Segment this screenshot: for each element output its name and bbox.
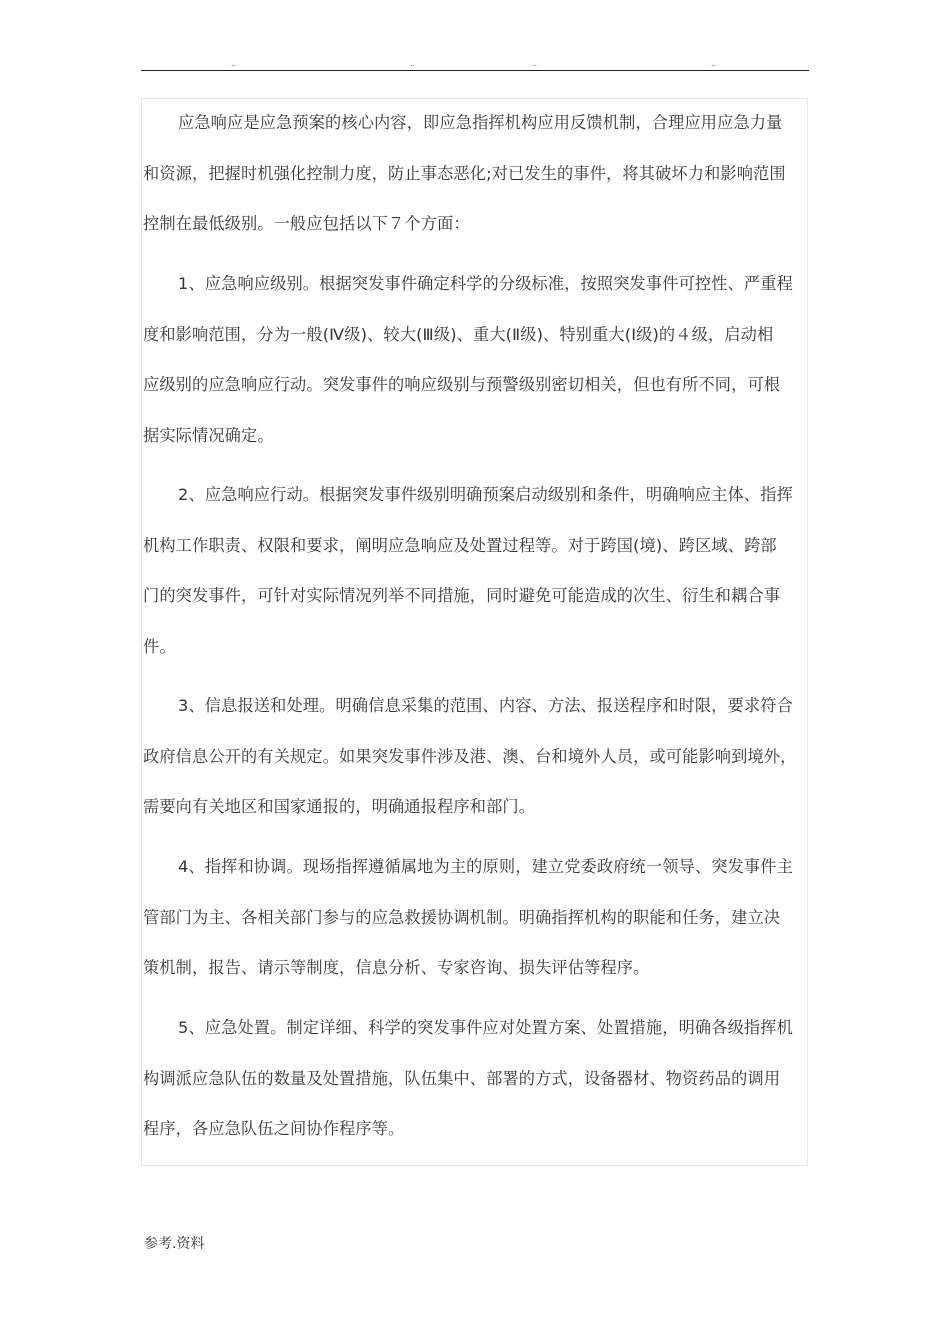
paragraph-line: 度和影响范围，分为一般(Ⅳ级)、较大(Ⅲ级)、重大(Ⅱ级)、特别重大(Ⅰ级)的４级，启动相 <box>143 324 774 344</box>
paragraph-line: 2、应急响应行动。根据突发事件级别明确预案启动级别和条件，明确响应主体、指挥 <box>178 485 793 504</box>
header-mark-4: .. <box>711 59 717 68</box>
section-3-paragraph <box>143 681 823 833</box>
paragraph-line: 策机制，报告、请示等制度，信息分析、专家咨询、损失评估等程序。 <box>143 958 650 977</box>
paragraph-line: 件。 <box>143 636 176 656</box>
paragraph-line: 机构工作职责、权限和要求，阐明应急响应及处置过程等。对于跨国(境)、跨区域、跨部 <box>143 535 777 555</box>
header-mark-2: .. <box>410 59 416 68</box>
header-mark-1: .. <box>231 59 237 68</box>
header-rule <box>141 70 809 71</box>
page-footer: 参考.资料 <box>144 1236 205 1252</box>
paragraph-line: 应急响应是应急预案的核心内容，即应急指挥机构应用反馈机制，合理应用应急力量 <box>178 113 783 132</box>
section-4-paragraph <box>143 842 823 994</box>
paragraph-line: 和资源，把握时机强化控制力度，防止事态恶化;对已发生的事件，将其破坏力和影响范围 <box>143 163 786 183</box>
header-mark-3: .. <box>532 59 538 68</box>
paragraph-line: 门的突发事件，可针对实际情况列举不同措施，同时避免可能造成的次生、衍生和耦合事 <box>143 586 781 605</box>
section-1-paragraph <box>143 259 823 461</box>
section-2-paragraph <box>143 470 823 672</box>
paragraph-line: 管部门为主、各相关部门参与的应急救援协调机制。明确指挥机构的职能和任务，建立决 <box>143 907 781 927</box>
intro-paragraph <box>143 98 823 250</box>
section-5-paragraph <box>143 1003 823 1155</box>
paragraph-line: 程序，各应急队伍之间协作程序等。 <box>143 1119 405 1138</box>
paragraph-line: 据实际情况确定。 <box>143 425 274 445</box>
paragraph-line: 需要向有关地区和国家通报的，明确通报程序和部门。 <box>143 797 536 816</box>
paragraph-line: 1、应急响应级别。根据突发事件确定科学的分级标准，按照突发事件可控性、严重程 <box>178 274 793 293</box>
paragraph-line: 政府信息公开的有关规定。如果突发事件涉及港、澳、台和境外人员，或可能影响到境外， <box>143 746 797 766</box>
paragraph-line: 应级别的应急响应行动。突发事件的响应级别与预警级别密切相关，但也有所不同，可根 <box>143 375 781 394</box>
paragraph-line: 5、应急处置。制定详细、科学的突发事件应对处置方案、处置措施，明确各级指挥机 <box>178 1018 793 1037</box>
paragraph-line: 控制在最低级别。一般应包括以下７个方面： <box>143 214 470 233</box>
paragraph-line: 4、指挥和协调。现场指挥遵循属地为主的原则，建立党委政府统一领导、突发事件主 <box>178 857 793 876</box>
paragraph-line: 3、信息报送和处理。明确信息采集的范围、内容、方法、报送程序和时限，要求符合 <box>178 696 793 715</box>
paragraph-line: 构调派应急队伍的数量及处置措施，队伍集中、部署的方式，设备器材、物资药品的调用 <box>143 1068 781 1088</box>
